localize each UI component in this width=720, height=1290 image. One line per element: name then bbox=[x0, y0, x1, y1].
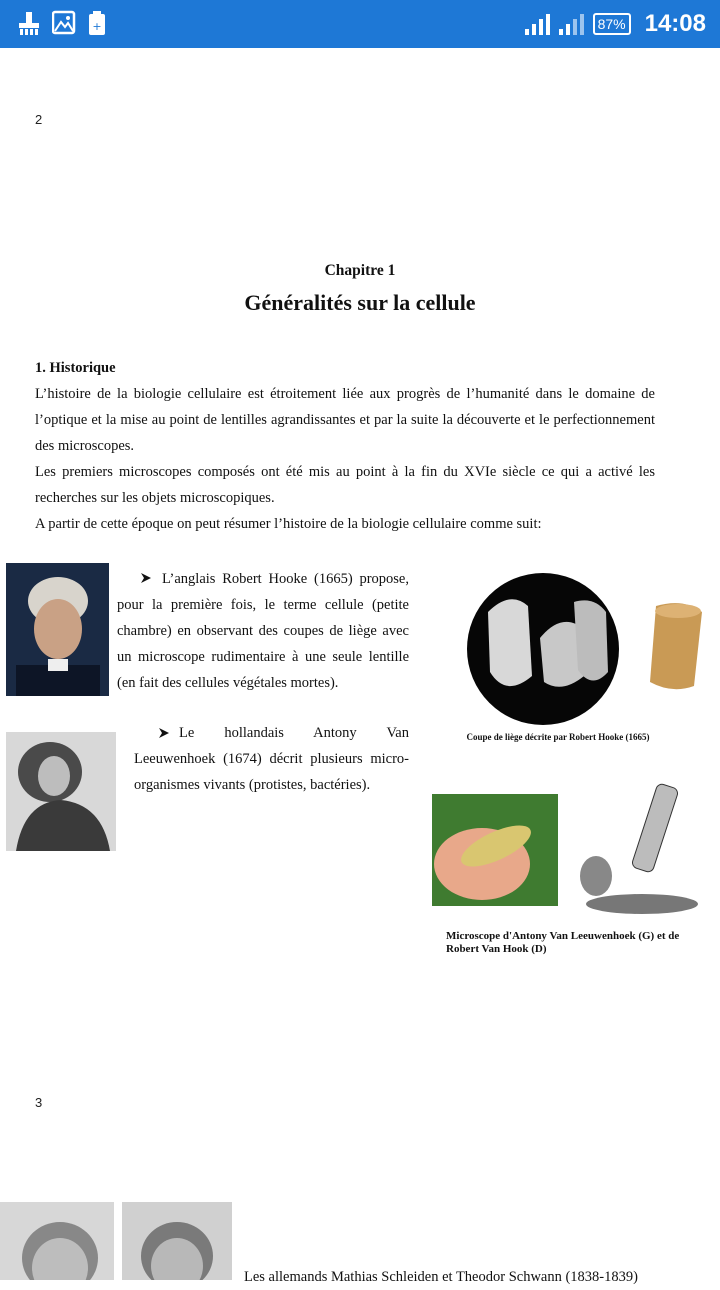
cleaner-icon bbox=[18, 10, 40, 36]
bullet-hooke: L’anglais Robert Hooke (1665) propose, pour la première fois, le terme cellule (petite chambre) en observant des coupes de liège avec un microscope rudimentaire à une seule lentille (en fait des cellules végétales mortes). bbox=[117, 571, 409, 691]
cork-section-image bbox=[466, 572, 620, 726]
status-bar bbox=[0, 0, 720, 48]
paragraph: A partir de cette époque on peut résumer l’histoire de la biologie cellulaire comme suit: bbox=[35, 516, 542, 532]
intro-text bbox=[35, 381, 655, 537]
cork-caption: Coupe de liège décrite par Robert Hooke (1665) bbox=[466, 732, 650, 742]
chapter-label: Chapitre 1 bbox=[324, 262, 396, 279]
paragraph: L’histoire de la biologie cellulaire est étroitement liée aux progrès de l’humanité dans le domaine de l’optique et la mise au point de lentilles agrandissantes et par la suite la découverte et le perfectionnement des microscopes. bbox=[35, 386, 655, 454]
section-heading: 1. Historique bbox=[35, 360, 116, 376]
page-number: 2 bbox=[35, 112, 43, 127]
image-icon bbox=[52, 10, 76, 36]
battery-saver-icon bbox=[88, 10, 106, 36]
battery-indicator: 87% bbox=[593, 13, 631, 35]
cork-stopper-image bbox=[644, 602, 706, 690]
chapter-title: Généralités sur la cellule bbox=[244, 290, 476, 315]
svg-text:+: + bbox=[92, 20, 102, 33]
robert-hooke-portrait bbox=[6, 563, 109, 696]
schleiden-portrait bbox=[0, 1202, 114, 1280]
signal-icon bbox=[525, 13, 551, 35]
page3-text: Les allemands Mathias Schleiden et Theodor Schwann (1838-1839) bbox=[244, 1269, 638, 1285]
page-number: 3 bbox=[35, 1095, 43, 1110]
schwann-portrait bbox=[122, 1202, 232, 1280]
bullet-leeuwenhoek: Le hollandais Antony Van Leeuwenhoek (1674) décrit plusieurs micro-organismes vivants (protistes, bactéries). bbox=[134, 725, 409, 793]
leeuwenhoek-portrait bbox=[6, 732, 116, 851]
signal-2-icon bbox=[559, 13, 585, 35]
leeuwenhoek-microscope-photo bbox=[432, 794, 558, 906]
clock: 14:08 bbox=[644, 10, 706, 37]
paragraph: Les premiers microscopes composés ont été mis au point à la fin du XVIe siècle ce qui a activé les recherches sur les objets microscopiques. bbox=[35, 464, 655, 506]
microscope-caption: Microscope d'Antony Van Leeuwenhoek (G) et de Robert Van Hook (D) bbox=[446, 930, 680, 955]
hooke-microscope-drawing bbox=[566, 772, 706, 920]
